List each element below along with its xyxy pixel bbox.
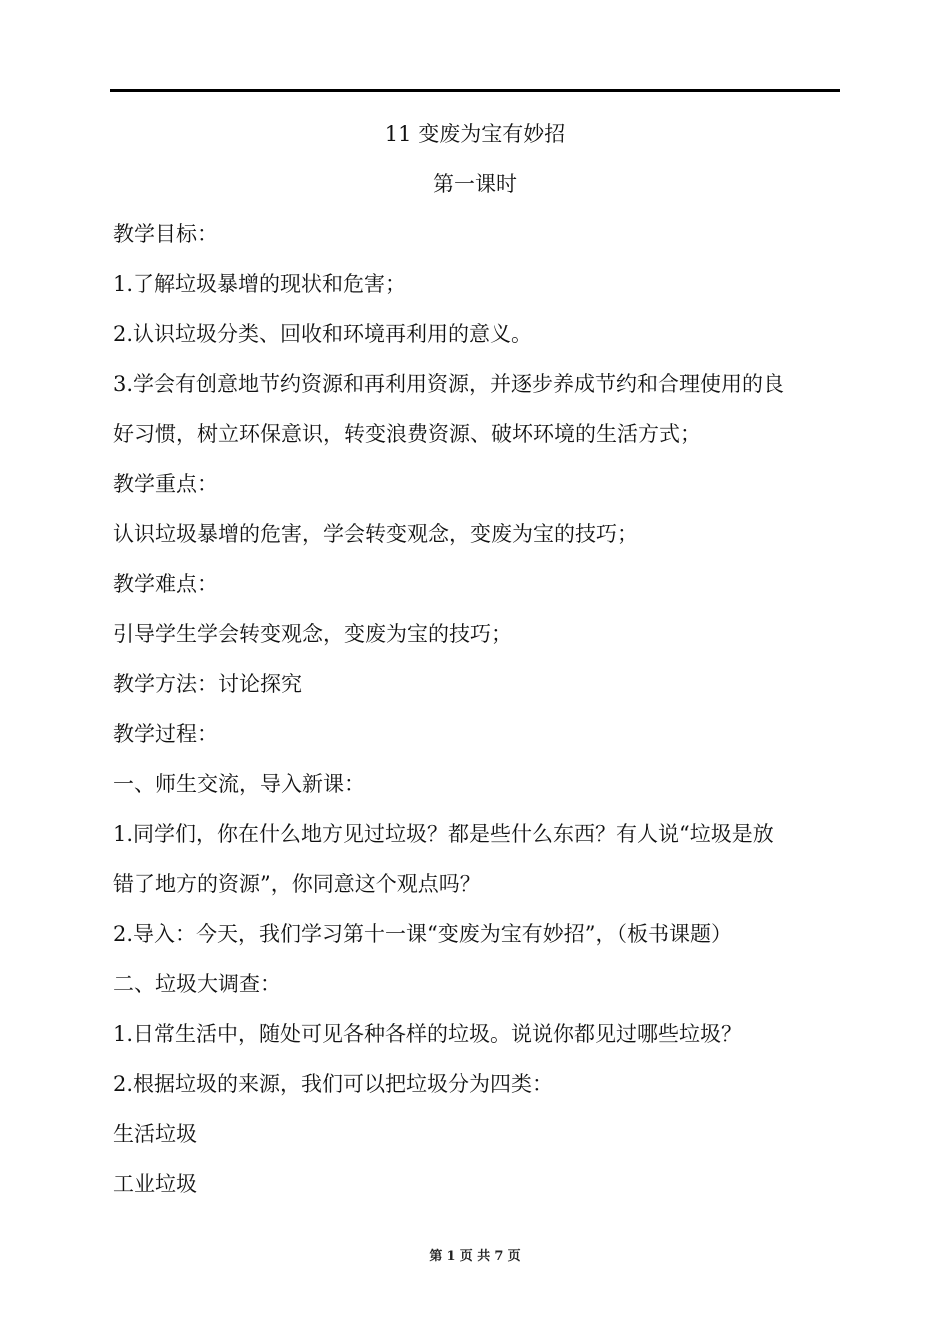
paragraph: 2.认识垃圾分类、回收和环境再利用的意义。 bbox=[113, 322, 533, 346]
paragraph: 好习惯，树立环保意识，转变浪费资源、破坏环境的生活方式； bbox=[113, 422, 701, 446]
section-heading-method: 教学方法：讨论探究 bbox=[113, 672, 302, 696]
current-page-number: 1 bbox=[446, 1249, 456, 1264]
paragraph: 错了地方的资源”，你同意这个观点吗？ bbox=[113, 872, 481, 896]
page-footer bbox=[0, 1248, 950, 1266]
section-heading-key-points: 教学重点： bbox=[113, 472, 218, 496]
step-heading: 一、师生交流，导入新课： bbox=[113, 772, 365, 796]
list-item: 工业垃圾 bbox=[113, 1172, 197, 1196]
document-body bbox=[113, 220, 843, 1220]
paragraph: 2.导入：今天，我们学习第十一课“变废为宝有妙招”，（板书课题） bbox=[113, 922, 733, 946]
paragraph: 1.了解垃圾暴增的现状和危害； bbox=[113, 272, 407, 296]
step-heading: 二、垃圾大调查： bbox=[113, 972, 281, 996]
paragraph: 引导学生学会转变观念，变废为宝的技巧； bbox=[113, 622, 512, 646]
footer-suffix: 页 bbox=[507, 1249, 521, 1264]
lesson-period: 第一课时 bbox=[433, 172, 517, 196]
paragraph: 1.日常生活中，随处可见各种各样的垃圾。说说你都见过哪些垃圾？ bbox=[113, 1022, 743, 1046]
paragraph: 1.同学们，你在什么地方见过垃圾？都是些什么东西？有人说“垃圾是放 bbox=[113, 822, 774, 846]
footer-middle: 页 共 bbox=[459, 1249, 491, 1264]
section-heading-difficulties: 教学难点： bbox=[113, 572, 218, 596]
header-rule bbox=[110, 89, 840, 92]
footer-prefix: 第 bbox=[429, 1249, 443, 1264]
paragraph: 认识垃圾暴增的危害，学会转变观念，变废为宝的技巧； bbox=[113, 522, 638, 546]
section-heading-goals: 教学目标： bbox=[113, 222, 218, 246]
total-page-count: 7 bbox=[494, 1249, 504, 1264]
document-title: 11 变废为宝有妙招 bbox=[384, 122, 566, 146]
paragraph: 2.根据垃圾的来源，我们可以把垃圾分为四类： bbox=[113, 1072, 554, 1096]
section-heading-process: 教学过程： bbox=[113, 722, 218, 746]
paragraph: 3.学会有创意地节约资源和再利用资源，并逐步养成节约和合理使用的良 bbox=[113, 372, 785, 396]
list-item: 生活垃圾 bbox=[113, 1122, 197, 1146]
